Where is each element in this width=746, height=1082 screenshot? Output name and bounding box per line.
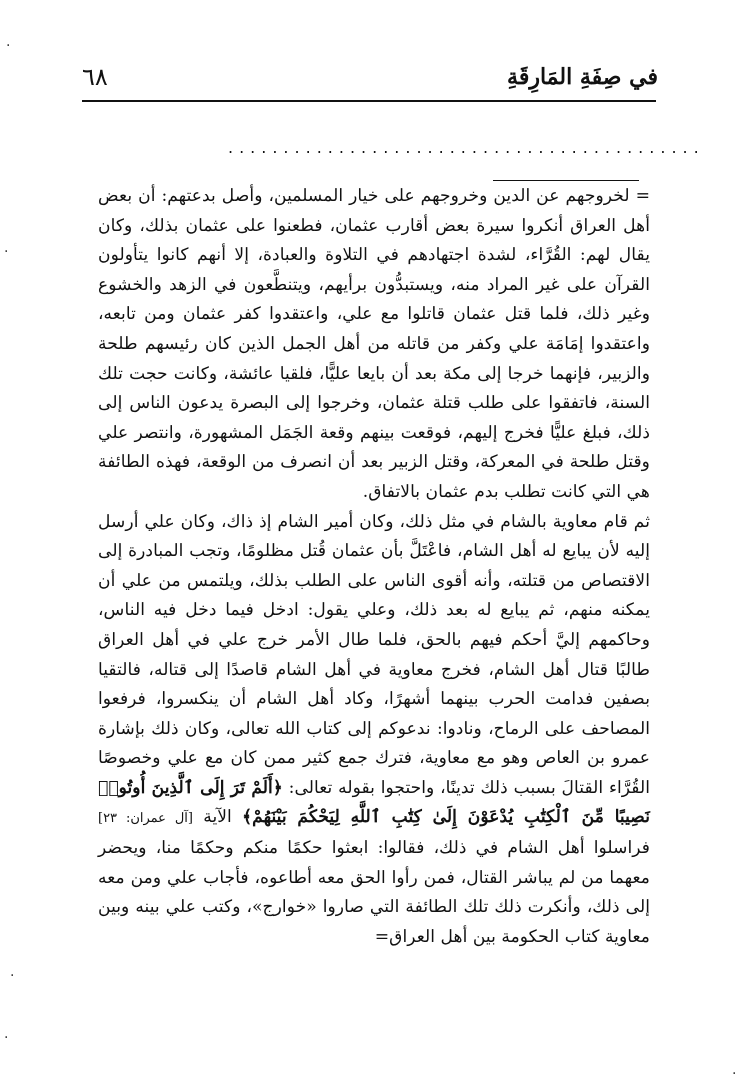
running-title: في صِفَةِ المَارِقَةِ <box>507 64 658 90</box>
footnote-paragraph-1 <box>98 182 650 508</box>
paragraph-2-text-before: ثم قام معاوية بالشام في مثل ذلك، وكان أمير الشام إذ ذاك، وكان علي أرسل إليه لأن يبايع له أهل الشام، فاعْتَلَّ بأن عثمان قُتل مظلومًا، وتجب المبادرة إلى الاقتصاص من قتلته، وأنه أقوى الناس على الطلب بذلك، ويلتمس من علي أن يمكنه منهم، ثم يبايع له بعد ذلك، وعلي يقول: ادخل فيما دخل فيه الناس، وحاكمهم إليَّ أحكم فيهم بالحق، فلما طال الأمر خرج علي في أهل العراق طالبًا قتال أهل الشام، فخرج معاوية في أهل الشام قاصدًا إلى قتاله، فالتقيا بصفين فدامت الحرب بينهما أشهرًا، وكاد أهل الشام أن ينكسروا، فرفعوا المصاحف على الرماح، ونادوا: ندعوكم إلى كتاب الله تعالى، وكان ذلك بإشارة عمرو بن العاص وهو مع معاوية، فترك جمع كثير ممن كان مع علي وخصوصًا القُرَّاء القتالَ بسبب ذلك تدينًا، واحتجوا بقوله تعالى: <box>98 511 651 798</box>
page-header <box>82 56 658 98</box>
footnote-rule <box>493 180 639 181</box>
page-number: ٦٨ <box>82 63 108 91</box>
ellipsis-separator: ........................................... <box>228 138 705 157</box>
footnote-text <box>98 182 650 952</box>
paragraph-1-text: لخروجهم عن الدين وخروجهم على خيار المسلمين، وأصل بدعتهم: أن بعض أهل العراق أنكروا سيرة بعض أقارب عثمان، فطعنوا على عثمان بذلك، وكان يقال لهم: القُرَّاء، لشدة اجتهادهم في التلاوة والعبادة، إلا أنهم كانوا يتأولون القرآن على غير المراد منه، ويستبدُّون برأيهم، ويتنطَّعون في الزهد والخشوع وغير ذلك، فلما قتل عثمان قاتلوا مع علي، واعتقدوا كفر عثمان ومن تابعه، واعتقدوا إمَامَة علي وكفر من قاتله من أهل الجمل الذين كان رئيسهم طلحة والزبير، فإنهما خرجا إلى مكة بعد أن بايعا عليًّا، فلقيا عائشة، وكانت حجت تلك السنة، فاتفقوا على طلب قتلة عثمان، وخرجوا إلى البصرة يدعون الناس إلى ذلك، فبلغ عليًّا فخرج إليهم، فوقعت بينهم وقعة الجَمَل المشهورة، وانتصر علي وقتل طلحة في المعركة، وقتل الزبير بعد أن انصرف من الوقعة، فهذه الطائفة هي التي كانت تطلب بدم عثمان بالاتفاق. <box>98 186 650 502</box>
continuation-mark: = <box>635 186 650 206</box>
verse-reference: [آل عمران: ٢٣] <box>98 811 193 827</box>
footnote-paragraph-2 <box>98 508 650 953</box>
paragraph-2-text-after: فراسلوا أهل الشام في ذلك، فقالوا: ابعثوا حكمًا منكم وحكمًا منا، ويحضر معهما من لم يباشر القتال، فمن رأوا الحق معه أطاعوه، فأجاب علي ومن معه إلى ذلك، وأنكرت ذلك تلك الطائفة التي صاروا «خوارج»، وكتب علي بينه وبين معاوية كتاب الحكومة بين أهل العراق= <box>98 838 650 947</box>
scan-mark-dot: · <box>10 968 15 984</box>
scan-mark-dot: · <box>732 1066 737 1082</box>
scan-mark-dot: · <box>4 244 9 260</box>
header-rule <box>82 100 656 102</box>
scan-mark-dot: · <box>4 1030 9 1046</box>
scan-mark-dot: · <box>6 38 11 54</box>
quran-verse: ﴿أَلَمْ تَرَ إِلَى ٱلَّذِينَ أُوتُوا۟ نَصِيبًا مِّنَ ٱلْكِتَٰبِ يُدْعَوْنَ إِلَىٰ كِتَٰبِ ٱللَّهِ لِيَحْكُمَ بَيْنَهُمْ﴾ <box>98 777 650 828</box>
aya-word: الآية <box>203 807 232 828</box>
